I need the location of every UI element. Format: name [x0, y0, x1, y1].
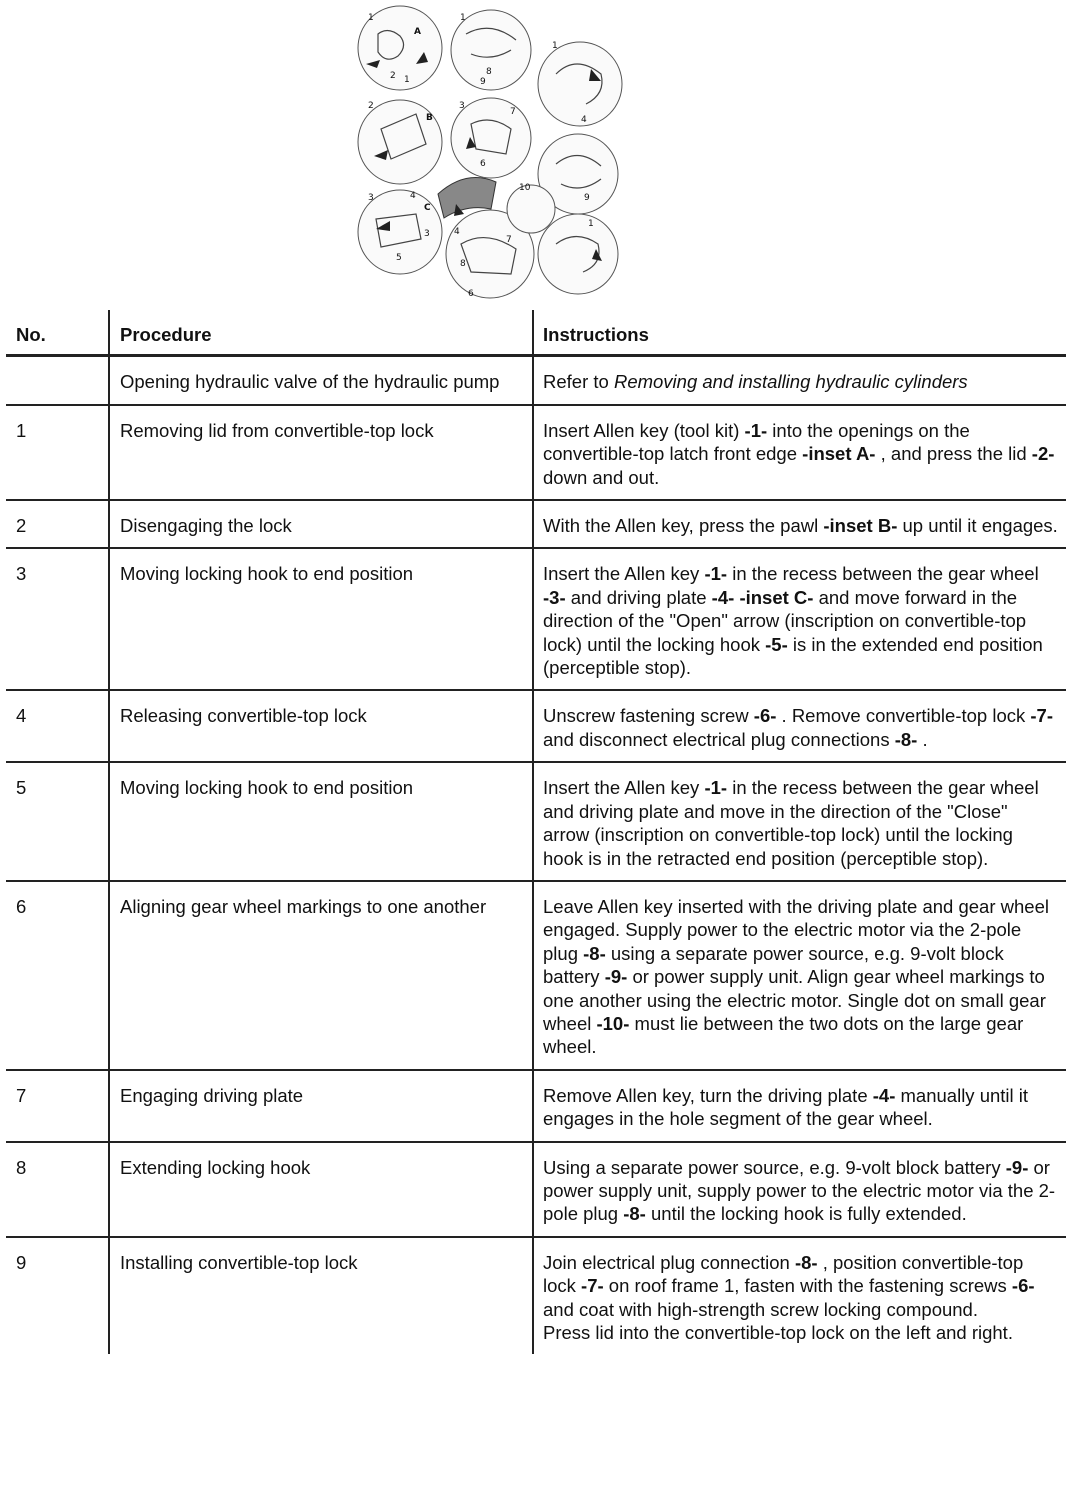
part-reference: -6- — [1011, 1275, 1035, 1297]
procedure-table — [6, 310, 1066, 1354]
procedure-illustration — [356, 4, 628, 304]
part-reference: -3- — [543, 586, 566, 608]
label-part-10: 10 — [519, 183, 531, 193]
instruction-text: manually until it engages in the hole segment of the gear wheel. — [543, 1084, 1029, 1130]
label-inset-c: C — [424, 203, 431, 213]
table-body — [6, 356, 1066, 1355]
instruction-text: using a separate power source, e.g. 9-volt block battery — [543, 942, 1004, 988]
procedure-cell: Moving locking hook to end position — [109, 548, 533, 690]
step-number: 4 — [6, 690, 109, 762]
part-reference: -5- — [765, 633, 788, 655]
instruction-text: Remove Allen key, turn the driving plate — [543, 1084, 873, 1106]
label-panel-3: 3 — [368, 193, 374, 203]
header-procedure: Procedure — [109, 310, 533, 356]
part-reference: -inset A- — [802, 443, 876, 465]
table-row — [6, 500, 1066, 548]
instruction-text: Insert the Allen key — [543, 777, 705, 799]
panel-circle-right-upper — [538, 42, 622, 126]
table-row — [6, 1237, 1066, 1355]
procedure-cell: Removing lid from convertible-top lock — [109, 405, 533, 500]
label-panel-right-upper: 1 — [552, 41, 558, 51]
table-row — [6, 881, 1066, 1070]
label-part-7: 7 — [510, 107, 516, 117]
part-reference: -6- — [753, 705, 777, 727]
cross-reference: Removing and installing hydraulic cylinders — [613, 371, 968, 393]
instruction-text: Press lid into the convertible-top lock on the left and right. — [543, 1322, 1013, 1343]
instruction-text: and driving plate — [565, 586, 712, 608]
step-number: 8 — [6, 1142, 109, 1237]
instruction-text: and coat with high-strength screw locking compound. — [543, 1298, 978, 1320]
part-reference: -1- — [704, 563, 728, 585]
procedure-cell: Releasing convertible-top lock — [109, 690, 533, 762]
part-reference: -8- — [623, 1203, 646, 1225]
label-panel-bottom-center: 4 — [454, 227, 460, 237]
label-part-7b: 7 — [506, 235, 512, 245]
label-panel-top-center: 1 — [460, 13, 466, 23]
instruction-text: in the recess between the gear wheel and driving plate and move in the direction of the "Close" arrow (inscription on convertible-top lock) until the locking hook is in the retracted end position (perceptible stop). — [543, 777, 1039, 869]
table-row — [6, 1070, 1066, 1142]
part-reference: -2- — [1031, 443, 1055, 465]
instruction-text: in the recess between the gear wheel — [727, 563, 1039, 585]
part-reference: -1- — [744, 419, 768, 441]
table-row — [6, 1142, 1066, 1237]
instructions-cell — [533, 690, 1066, 762]
illustration-drawing — [356, 4, 628, 304]
table-row — [6, 356, 1066, 405]
instructions-cell — [533, 881, 1066, 1070]
instruction-text: Insert Allen key (tool kit) — [543, 419, 745, 441]
label-part-9: 9 — [480, 77, 486, 87]
part-reference: -7- — [581, 1275, 604, 1297]
instructions-cell — [533, 548, 1066, 690]
instructions-cell — [533, 356, 1066, 405]
label-part-3: 3 — [424, 229, 430, 239]
instructions-cell — [533, 1237, 1066, 1355]
label-part-1: 1 — [404, 75, 410, 85]
instruction-text: is in the extended end position (perceptible stop). — [543, 633, 1043, 679]
instruction-text: up until it engages. — [897, 515, 1058, 537]
part-reference: -9- — [1005, 1156, 1029, 1178]
table-row — [6, 762, 1066, 881]
procedure-cell: Extending locking hook — [109, 1142, 533, 1237]
part-reference: -4- — [872, 1084, 896, 1106]
instruction-text: Insert the Allen key — [543, 563, 705, 585]
procedure-cell: Installing convertible-top lock — [109, 1237, 533, 1355]
part-reference: -7- — [1030, 705, 1053, 727]
label-panel-2: 2 — [368, 101, 374, 111]
header-no: No. — [6, 310, 109, 356]
part-reference: -9- — [604, 966, 628, 988]
part-reference: -inset C- — [739, 586, 814, 608]
panel-circle-right-lower — [538, 214, 618, 294]
part-reference: -inset B- — [823, 515, 898, 537]
procedure-cell: Opening hydraulic valve of the hydraulic pump — [109, 356, 533, 405]
step-number: 7 — [6, 1070, 109, 1142]
label-part-8: 8 — [486, 67, 492, 77]
label-part-9b: 9 — [584, 193, 590, 203]
step-number: 9 — [16, 1251, 27, 1273]
part-reference: -4- — [711, 586, 735, 608]
instruction-text: down and out. — [543, 466, 660, 488]
part-reference: -8- — [583, 942, 606, 964]
label-inset-b: B — [426, 113, 433, 123]
procedure-cell: Engaging driving plate — [109, 1070, 533, 1142]
label-part-2: 2 — [390, 71, 396, 81]
procedure-cell: Disengaging the lock — [109, 500, 533, 548]
instruction-text: . Remove convertible-top lock — [776, 705, 1031, 727]
table-row — [6, 690, 1066, 762]
label-part-5: 5 — [396, 253, 402, 263]
label-part-1b: 1 — [588, 219, 594, 229]
instructions-cell — [533, 762, 1066, 881]
panel-circle-small — [507, 185, 555, 233]
instruction-text: on roof frame 1, fasten with the fastening screws — [603, 1275, 1012, 1297]
label-inset-a: A — [414, 27, 421, 37]
table-header-row — [6, 310, 1066, 356]
step-number: 6 — [6, 881, 109, 1070]
instruction-text: and move forward in the direction of the "Open" arrow (inscription on convertible-top lock) until the locking hook — [543, 586, 1027, 655]
step-number: 1 — [6, 405, 109, 500]
table-row — [6, 548, 1066, 690]
procedure-cell: Moving locking hook to end position — [109, 762, 533, 881]
label-part-6: 6 — [480, 159, 486, 169]
instruction-text: into the openings on the convertible-top latch front edge — [543, 419, 970, 465]
step-number: 2 — [6, 500, 109, 548]
instruction-text: Refer to — [543, 371, 614, 393]
part-reference: -8- — [894, 728, 918, 750]
instruction-text: , and press the lid — [875, 443, 1032, 465]
instruction-text: , position convertible-top lock — [543, 1251, 1024, 1297]
table-row — [6, 405, 1066, 500]
instruction-text: or power supply unit, supply power to the electric motor via the 2-pole plug — [543, 1156, 1056, 1225]
instruction-text: Using a separate power source, e.g. 9-volt block battery — [543, 1156, 1006, 1178]
label-part-4b: 4 — [410, 191, 416, 201]
instruction-text: Leave Allen key inserted with the driving plate and gear wheel engaged. Supply power to the electric motor via the 2-pole plug — [543, 895, 1049, 964]
instructions-cell — [533, 500, 1066, 548]
part-reference: -10- — [596, 1012, 630, 1034]
instruction-text: Unscrew fastening screw — [543, 705, 754, 727]
instruction-text: . — [917, 728, 928, 750]
label-part-8b: 8 — [460, 259, 466, 269]
instruction-text: Join electrical plug connection — [543, 1251, 795, 1273]
instruction-text: and disconnect electrical plug connections — [543, 728, 895, 750]
instructions-cell — [533, 405, 1066, 500]
instruction-text: until the locking hook is fully extended. — [645, 1203, 967, 1225]
step-number: 5 — [6, 762, 109, 881]
procedure-cell: Aligning gear wheel markings to one another — [109, 881, 533, 1070]
instructions-cell — [533, 1142, 1066, 1237]
label-panel-center: 3 — [459, 101, 465, 111]
header-instructions: Instructions — [533, 310, 1066, 356]
label-part-6b: 6 — [468, 289, 474, 299]
label-panel-1: 1 — [368, 13, 374, 23]
step-number: 3 — [6, 548, 109, 690]
instruction-text: or power supply unit. Align gear wheel markings to one another using the electric motor. Single dot on small gear wheel — [543, 966, 1046, 1034]
step-number — [6, 356, 109, 405]
part-reference: -1- — [704, 777, 728, 799]
instructions-cell — [533, 1070, 1066, 1142]
instruction-text: With the Allen key, press the pawl — [543, 515, 824, 537]
part-reference: -8- — [794, 1251, 818, 1273]
label-part-4: 4 — [581, 115, 587, 125]
instruction-text: must lie between the two dots on the large gear wheel. — [543, 1012, 1024, 1058]
